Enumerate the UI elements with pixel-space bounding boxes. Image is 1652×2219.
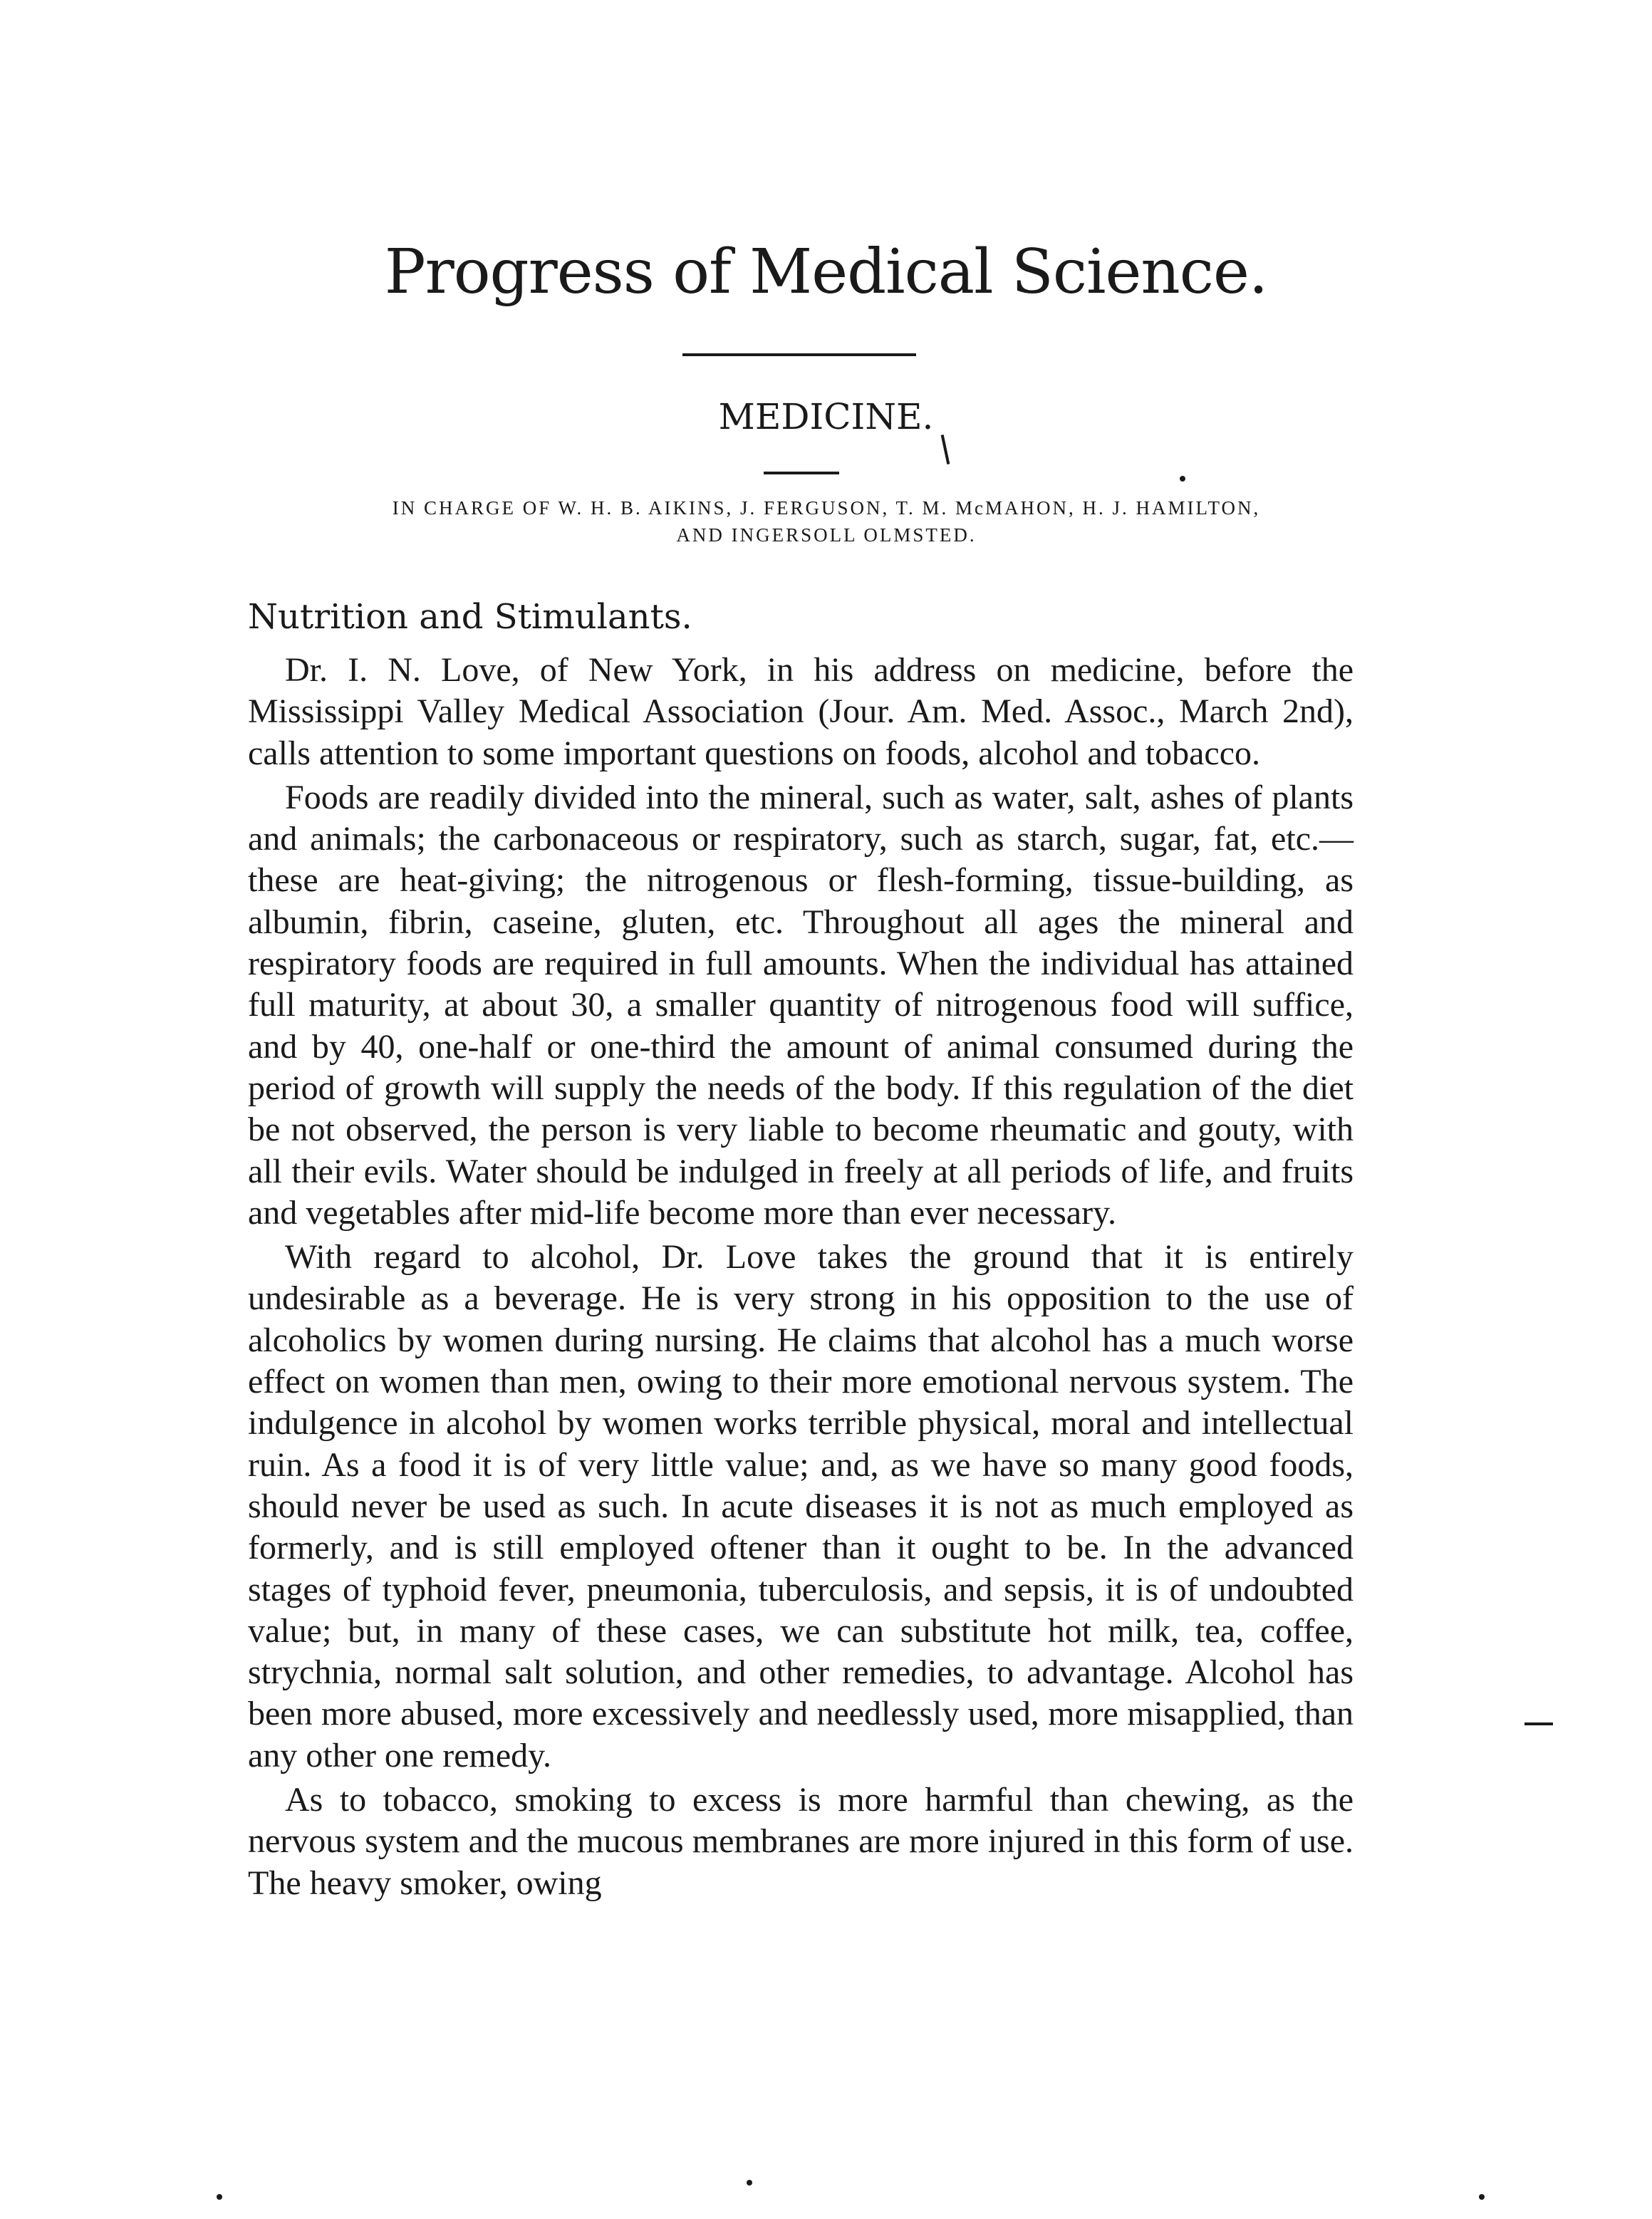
paragraph-3: With regard to alcohol, Dr. Love takes the ground that it is entirely undesirable as a beverage. He is very strong in his opposition to the use of alcoholics by women during nursing. He claims that alcohol has a much worse effect on women than men, owing to their more emotional nervous system. The indulgence in alcohol by women works terrible physical, moral and intellectual ruin. As a food it is of very little value; and, as we have so many good foods, should never be used as such. In acute diseases it is not as much employed as formerly, and is still employed oftener than it ought to be. In the advanced stages of typhoid fever, pneumonia, tuberculosis, and sepsis, it is of undoubted value; but, in many of these cases, we can substitute hot milk, tea, coffee, strychnia, normal salt solution, and other remedies, to advantage. Alcohol has been more abused, more excessively and needlessly used, more misapplied, than any other one remedy. [248,1238,1354,1774]
paragraph-4: As to tobacco, smoking to excess is more harmful than chewing, as the nervous system and the mucous membranes are more injured in this form of use. The heavy smoker, owing [248,1781,1354,1902]
editors-credit [142,494,1510,549]
title-rule [682,353,916,356]
stray-dot [747,2180,752,2186]
stray-ink-mark [941,435,950,464]
editors-line-2: AND INGERSOLL OLMSTED. [676,524,977,546]
stray-dot [1180,476,1185,482]
section-rule [764,472,839,474]
section-heading: MEDICINE. [718,396,934,437]
stray-dot [1479,2194,1485,2200]
paragraph-2: Foods are readily divided into the mineral, such as water, salt, ashes of plants and animals; the carbonaceous or respiratory, such as starch, sugar, fat, etc.—these are heat-giving; the nitrogenous or flesh-forming, tissue-building, as albumin, fibrin, caseine, gluten, etc. Throughout all ages the mineral and respiratory foods are required in full amounts. When the individual has attained full maturity, at about 30, a smaller quantity of nitrogenous food will suffice, and by 40, one-half or one-third the amount of animal consumed during the period of growth will supply the needs of the body. If this regulation of the diet be not observed, the person is very liable to become rheumatic and gouty, with all their evils. Water should be indulged in freely at all periods of life, and fruits and vegetables after mid-life become more than ever necessary. [248,778,1354,1232]
margin-dash [1524,1722,1553,1725]
article-heading: Nutrition and Stimulants. [248,597,692,637]
article-body [248,650,1354,1904]
editors-line-1: IN CHARGE OF W. H. B. AIKINS, J. FERGUSON, T. M. McMAHON, H. J. HAMILTON, [392,497,1261,519]
stray-dot [217,2194,222,2200]
journal-title: Progress of Medical Science. [384,237,1268,308]
paragraph-1: Dr. I. N. Love, of New York, in his address on medicine, before the Mississippi Valley Medical Association (Jour. Am. Med. Assoc., March 2nd), calls attention to some important questions on foods, alcohol and tobacco. [248,651,1354,772]
